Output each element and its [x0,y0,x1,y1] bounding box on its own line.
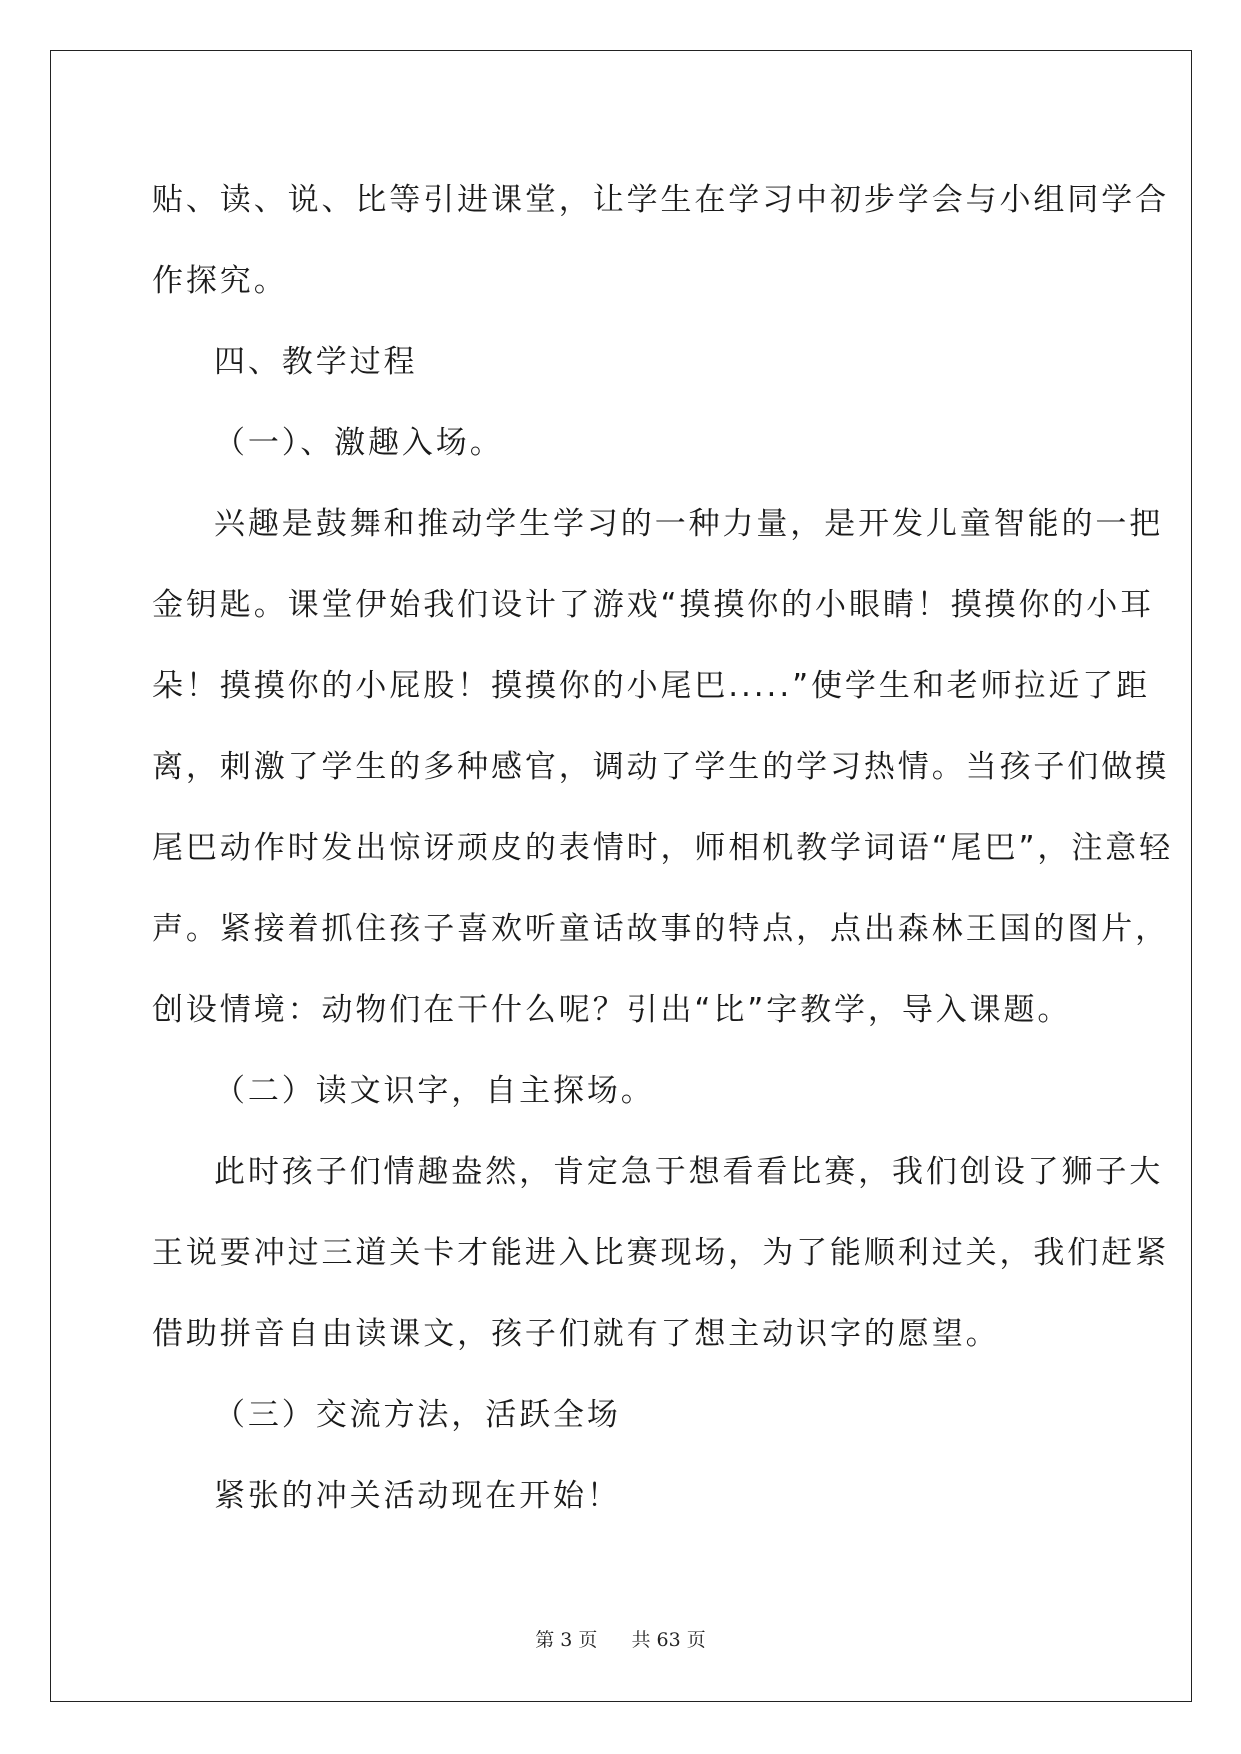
paragraph-line: （二）读文识字，自主探场。 [214,1073,655,1109]
paragraph-line: 声。紧接着抓住孩子喜欢听童话故事的特点，点出森林王国的图片， [152,911,1169,947]
paragraph-line: 尾巴动作时发出惊讶顽皮的表情时，师相机教学词语“尾巴”，注意轻 [152,830,1174,866]
page-number: 第 3 页 [535,1629,598,1651]
paragraph-line: 紧张的冲关活动现在开始！ [214,1478,621,1514]
paragraph-line: 兴趣是鼓舞和推动学生学习的一种力量，是开发儿童智能的一把 [214,506,1164,542]
paragraph-line: 朵！摸摸你的小屁股！摸摸你的小尾巴.....”使学生和老师拉近了距 [152,668,1151,704]
paragraph-line: 创设情境：动物们在干什么呢？引出“比”字教学，导入课题。 [152,992,1072,1028]
paragraph-line: 此时孩子们情趣盎然，肯定急于想看看比赛，我们创设了狮子大 [214,1154,1164,1190]
total-pages: 共 63 页 [631,1629,706,1651]
paragraph-line: 贴、读、说、比等引进课堂，让学生在学习中初步学会与小组同学合 [152,182,1169,218]
page-footer [0,1625,1241,1652]
paragraph-line: 金钥匙。课堂伊始我们设计了游戏“摸摸你的小眼睛！摸摸你的小耳 [152,587,1155,623]
paragraph-line: 作探究。 [152,263,288,299]
paragraph-line: （三）交流方法，活跃全场 [214,1397,621,1433]
document-body [152,160,1174,1537]
paragraph-line: 王说要冲过三道关卡才能进入比赛现场，为了能顺利过关，我们赶紧 [152,1235,1169,1271]
paragraph-line: （一）、激趣入场。 [214,425,504,461]
paragraph-line: 四、教学过程 [214,344,418,380]
paragraph-line: 借助拼音自由读课文，孩子们就有了想主动识字的愿望。 [152,1316,1000,1352]
paragraph-line: 离，刺激了学生的多种感官，调动了学生的学习热情。当孩子们做摸 [152,749,1169,785]
